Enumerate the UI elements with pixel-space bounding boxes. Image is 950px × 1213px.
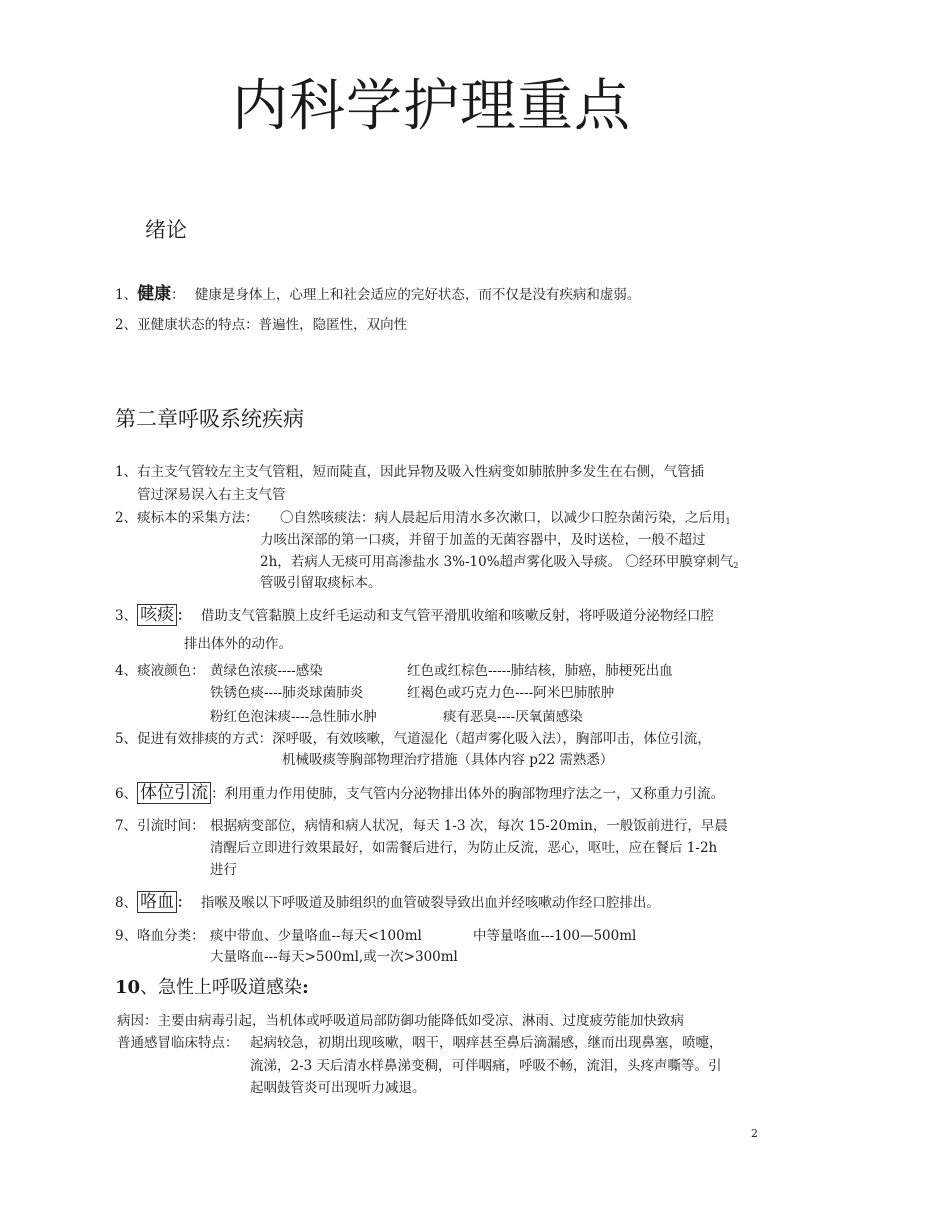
item-number: 10 [115, 977, 141, 998]
hemoptysis-class-large: 大量咯血---每天>500ml,或一次>300ml [210, 949, 458, 965]
common-cold-label: 普通感冒临床特点： [117, 1035, 239, 1051]
hemoptysis-definition: 指喉及喉以下呼吸道及肺组织的血管破裂导致出血并经咳嗽动作经口腔排出。 [200, 895, 660, 911]
item-number: 6、 [115, 786, 138, 802]
footnote-2: 2 [733, 561, 739, 570]
intro-heading: 绪论 [145, 218, 187, 242]
common-cold-line-3: 起咽鼓管炎可出现听力减退。 [250, 1080, 426, 1096]
item-2-label: 2、痰标本的采集方法： [115, 510, 259, 526]
item-5-line-2: 机械吸痰等胸部物理治疗措施（具体内容 p22 需熟悉） [282, 752, 614, 768]
item-7-label: 7、引流时间： [115, 818, 205, 834]
item-8 [115, 890, 660, 915]
health-definition: 健康是身体上，心理上和社会适应的完好状态，而不仅是没有疾病和虚弱。 [194, 287, 641, 303]
item-4-label: 4、痰液颜色： [115, 663, 205, 679]
page-number: 2 [751, 1127, 758, 1140]
item-6 [115, 781, 724, 806]
hemoptysis-class-small: 痰中带血、少量咯血--每天<100ml [210, 928, 422, 944]
item-7-line-2: 清醒后立即进行效果最好，如需餐后进行，为防止反流，恶心，呕吐，应在餐后 1-2h [210, 840, 718, 856]
item-number: 3、 [115, 608, 138, 624]
sputum-color-3a: 粉红色泡沫痰----急性肺水肿 [210, 709, 377, 725]
common-cold-line-1: 起病较急，初期出现咳嗽，咽干，咽痒甚至鼻后滴漏感，继而出现鼻塞，喷嚏， [250, 1035, 723, 1051]
intro-item-1 [115, 282, 640, 307]
item-number: 1、 [115, 287, 138, 303]
sputum-method-1: 〇自然咳痰法：病人晨起后用清水多次漱口，以减少口腔杂菌污染，之后用 [280, 510, 726, 526]
sputum-method-2: 2h，若病人无痰可用高渗盐水 3%-10%超声雾化吸入导痰。 〇经环甲膜穿刺气 [260, 554, 734, 570]
item-3-line-2: 排出体外的动作。 [184, 636, 292, 652]
item-10-heading [115, 974, 309, 1002]
item-1-line-2: 管过深易误入右主支气管 [137, 487, 286, 503]
etiology-line: 病因：主要由病毒引起，当机体或呼吸道局部防御功能降低如受凉、淋雨、过度疲劳能加快致病 [117, 1013, 684, 1029]
sputum-color-1a: 黄绿色浓痰----感染 [210, 663, 323, 679]
intro-item-2: 2、亚健康状态的特点：普遍性，隐匿性，双向性 [115, 317, 408, 333]
cough-term: 咳痰 [137, 604, 177, 626]
term-colon: ： [171, 287, 185, 303]
sputum-color-2a: 铁锈色痰----肺炎球菌肺炎 [210, 685, 364, 701]
item-2-line-4: 管吸引留取痰标本。 [260, 575, 382, 591]
cough-definition: 借助支气管黏膜上皮纤毛运动和支气管平滑肌收缩和咳嗽反射，将呼吸道分泌物经口腔 [200, 608, 714, 624]
common-cold-line-2: 流涕，2-3 天后清水样鼻涕变稠，可伴咽痛，呼吸不畅，流泪，头疼声嘶等。引 [250, 1058, 722, 1074]
sputum-color-1b: 红色或红棕色-----肺结核，肺癌，肺梗死出血 [407, 663, 673, 679]
item-9-label: 9、咯血分类： [115, 928, 205, 944]
postural-drainage-definition: ：利用重力作用使肺，支气管内分泌物排出体外的胸部物理疗法之一，又称重力引流。 [211, 786, 725, 802]
health-term: 健康 [137, 284, 172, 304]
postural-drainage-term: 体位引流 [137, 782, 211, 804]
item-2-line-2: 力咳出深部的第一口痰，并留于加盖的无菌容器中，及时送检，一般不超过 [260, 532, 706, 548]
item-number: 8、 [115, 895, 138, 911]
uri-heading: 、急性上呼吸道感染 [140, 977, 303, 998]
page-title: 内科学护理重点 [232, 74, 631, 139]
item-5-line-1: 5、促进有效排痰的方式：深呼吸，有效咳嗽，气道湿化（超声雾化吸入法），胸部叩击，体位引流， [115, 731, 711, 747]
hemoptysis-term: 咯血 [137, 891, 177, 913]
item-3-line-1 [115, 603, 714, 628]
sputum-color-3b: 痰有恶臭----厌氧菌感染 [443, 709, 583, 725]
sputum-color-2b: 红褐色或巧克力色----阿米巴肺脓肿 [407, 685, 615, 701]
footnote-1: 1 [725, 517, 731, 526]
term-colon: ： [177, 895, 191, 911]
item-7-line-1: 根据病变部位，病情和病人状况，每天 1-3 次，每次 15-20min，一般饭前进行，早晨 [210, 818, 728, 834]
chapter-heading: 第二章呼吸系统疾病 [115, 407, 304, 431]
term-colon: : [302, 977, 309, 998]
item-1-line-1: 1、右主支气管较左主支气管粗，短而陡直，因此异物及吸入性病变如肺脓肿多发生在右侧，气管插 [115, 464, 705, 480]
hemoptysis-class-medium: 中等量咯血---100—500ml [473, 928, 637, 944]
term-colon: ： [177, 608, 191, 624]
item-7-line-3: 进行 [210, 862, 237, 878]
